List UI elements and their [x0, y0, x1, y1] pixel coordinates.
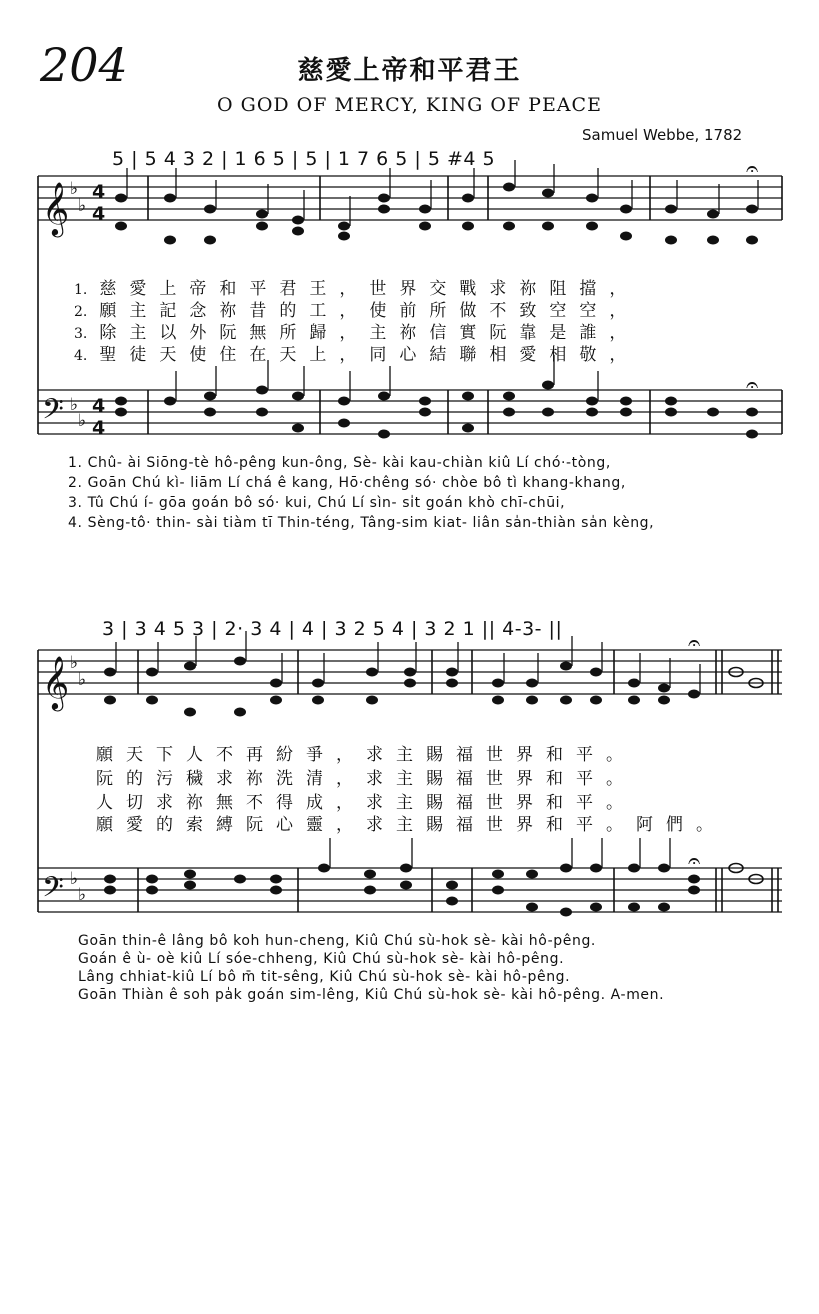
- time-signature: 4: [92, 395, 106, 417]
- bass-clef-icon: 𝄢: [42, 393, 64, 433]
- composer-credit: Samuel Webbe, 1782: [582, 126, 743, 144]
- time-signature: 4: [92, 203, 106, 225]
- verse-zh-3: 3. 除主以外阮無所歸，主祢信實阮靠是誰，: [74, 323, 640, 343]
- bass-clef-icon: 𝄢: [42, 871, 64, 911]
- verse-zh-1b: 願天下人不再紛爭，求主賜福世界和平。: [96, 745, 636, 765]
- time-signature: 4: [92, 181, 106, 203]
- time-signature: 4: [92, 417, 106, 439]
- verse-poj-4b: Goān Thiàn ê soh pa̍k goán sim-lêng, Kiû Chú sù-hok sè- kài hô-pêng. A-men.: [78, 987, 665, 1003]
- fermata-icon: 𝄐: [688, 631, 701, 656]
- verse-zh-2: 2. 願主記念祢昔的工，使前所做不致空空，: [74, 301, 640, 321]
- verse-zh-2b: 阮的污穢求祢洗清，求主賜福世界和平。: [96, 769, 636, 789]
- treble-clef-icon: 𝄞: [42, 181, 70, 235]
- jianpu-line-2: 3 | 3 4 5 3 | 2· 3 4 | 4 | 3 2 5 4 | 3 2 1 || 4-3- ||: [102, 618, 563, 640]
- title-chinese: 慈愛上帝和平君王: [297, 56, 522, 86]
- flat-icon: ♭: [78, 411, 87, 431]
- verse-zh-4b: 願愛的索縛阮心靈，求主賜福世界和平。阿們。: [96, 815, 726, 835]
- flat-icon: ♭: [78, 670, 87, 690]
- flat-icon: ♭: [70, 179, 79, 199]
- fermata-icon: 𝄐: [746, 157, 759, 182]
- verse-poj-1b: Goān thin-ê lâng bô koh hun-cheng, Kiû Chú sù-hok sè- kài hô-pêng.: [78, 933, 596, 949]
- flat-icon: ♭: [70, 869, 79, 889]
- verse-zh-4: 4. 聖徒天使住在天上，同心結聯相愛相敬，: [74, 345, 640, 365]
- title-english: O GOD OF MERCY, KING OF PEACE: [217, 94, 602, 116]
- flat-icon: ♭: [78, 885, 87, 905]
- verse-poj-1: 1. Chû- ài Siōng-tè hô-pêng kun-ông, Sè- kài kau-chiàn kiû Lí chó·-tòng,: [68, 455, 611, 471]
- verse-poj-3: 3. Tû Chú í- gōa goán bô só· kui, Chú Lí sìn- si̍t goán khò chī-chūi,: [68, 495, 566, 511]
- treble-clef-icon: 𝄞: [42, 655, 70, 709]
- fermata-icon: 𝄐: [688, 849, 701, 874]
- fermata-icon: 𝄐: [746, 373, 759, 398]
- hymn-number: 204: [40, 38, 128, 92]
- verse-zh-3b: 人切求祢無不得成，求主賜福世界和平。: [96, 793, 636, 813]
- flat-icon: ♭: [70, 395, 79, 415]
- flat-icon: ♭: [78, 196, 87, 216]
- verse-zh-1: 1. 慈愛上帝和平君王，世界交戰求祢阻擋，: [74, 279, 640, 299]
- verse-poj-3b: Lâng chhiat-kiû Lí bô m̄ tit-sêng, Kiû Chú sù-hok sè- kài hô-pêng.: [78, 969, 571, 985]
- verse-poj-2b: Goán ê ù- oè kiû Lí sóe-chheng, Kiû Chú sù-hok sè- kài hô-pêng.: [78, 951, 565, 967]
- verse-poj-4: 4. Sèng-tô· thin- sài tiàm tī Thin-téng, Tâng-sim kiat- liân sa̍n-thiàn sa̍n kèng,: [68, 515, 655, 531]
- jianpu-line-1: 5 | 5 4 3 2 | 1 6 5 | 5 | 1 7 6 5 | 5 #4 5: [112, 148, 496, 170]
- verse-poj-2: 2. Goān Chú kì- liām Lí chá ê kang, Hō·chêng só· chòe bô tì khang-khang,: [68, 475, 626, 491]
- flat-icon: ♭: [70, 653, 79, 673]
